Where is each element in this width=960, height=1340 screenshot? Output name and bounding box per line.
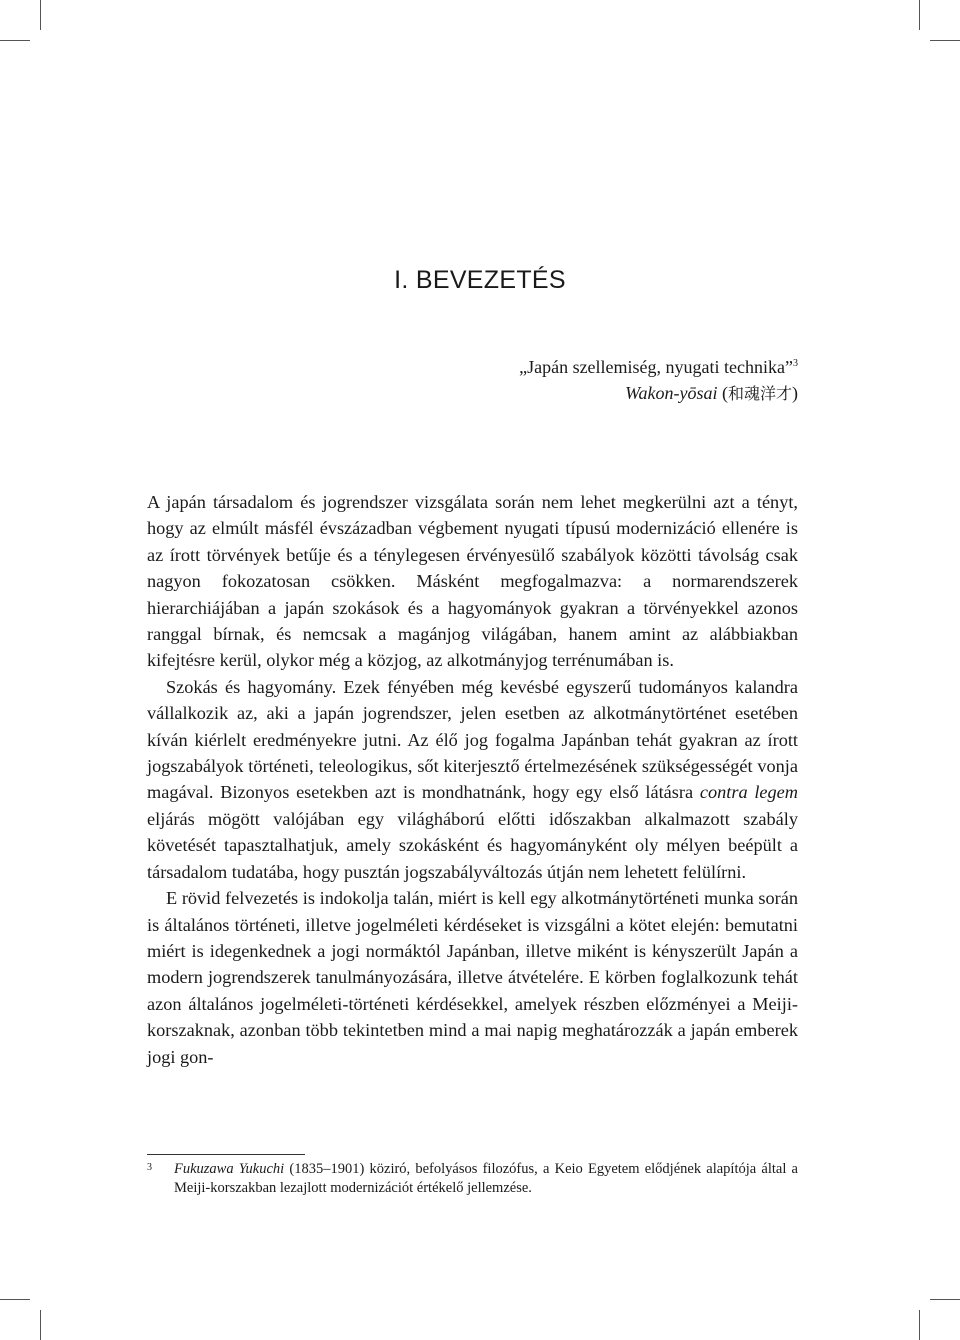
crop-mark-bottom-left <box>40 1310 41 1340</box>
paragraph-2-text-after: eljárás mögött valójában egy világháború előtti időszakban alkalmazott szabály követését tapasztalhatjuk, amely szokásként és hagyományként oly mélyen beépült a társadalom tudatába, hogy pusztán jogszabályváltozás útján nem lehetett felülírni. <box>147 808 798 882</box>
motto-line-2 <box>519 380 798 407</box>
crop-mark-bottom-right <box>919 1310 920 1340</box>
crop-mark-top-right-h <box>930 40 960 41</box>
motto-quote: „Japán szellemiség, nyugati technika” <box>519 357 793 377</box>
motto-footnote-ref[interactable]: 3 <box>793 358 798 369</box>
crop-mark-top-left-h <box>0 40 30 41</box>
paragraph-1-text: A japán társadalom és jogrendszer vizsgálata során nem lehet megkerülni azt a tényt, hogy az elmúlt másfél évszázadban végbement nyugati típusú modernizáció ellenére is az írott törvények betűje és a ténylegesen érvényesülő szabályok közötti távolság csak nagyon fokozatosan csökken. Másként megfogalmazva: a normarendszerek hierarchiájában a japán szokások és a hagyományok gyakran a törvényekkel azonos ranggal bírnak, és nemcsak a magánjog világában, hanem amint az alábbiakban kifejtésre kerül, olykor még a közjog, az alkotmányjog terrénumában is. <box>147 492 798 671</box>
paragraph-1 <box>147 489 798 674</box>
crop-mark-top-right <box>919 0 920 30</box>
paragraph-2-text: Szokás és hagyomány. Ezek fényében még kevésbé egyszerű tudományos kalandra vállalkozik az, aki a japán jogrendszer, jelen esetben az alkotmánytörténet esetében kíván kiérlelt eredményekre jutni. Az élő jog fogalma Japánban tehát gyakran az írott jogszabályok történeti, teleologikus, sőt kiterjesztő értelmezésének szükségességét vonja magával. Bizonyos esetekben azt is mondhatnánk, hogy egy első látásra <box>147 676 798 803</box>
paragraph-2-italic: contra legem <box>699 782 798 803</box>
motto-paren-close: ) <box>792 383 798 403</box>
motto-kanji: 和魂洋才 <box>727 384 792 403</box>
crop-mark-bottom-right-h <box>930 1299 960 1300</box>
footnote-body <box>174 1160 798 1198</box>
footnote-divider <box>147 1154 305 1155</box>
motto <box>519 354 798 407</box>
crop-mark-bottom-left-h <box>0 1299 30 1300</box>
chapter-title: I. BEVEZETÉS <box>394 266 566 294</box>
motto-line-1 <box>519 354 798 380</box>
body-text <box>147 489 798 1070</box>
crop-mark-top-left <box>40 0 41 30</box>
motto-paren-open: ( <box>717 383 728 403</box>
footnote-name: Fukuzawa Yukuchi <box>174 1161 285 1177</box>
paragraph-2 <box>147 674 798 885</box>
footnote-number: 3 <box>147 1162 152 1173</box>
footnote-text: (1835–1901) köziró, befolyásos filozófus, a Keio Egyetem elődjének alapítója által a Meiji-korszakban lezajlott modernizációt értékelő jellemzése. <box>174 1161 798 1196</box>
paragraph-3-text: E rövid felvezetés is indokolja talán, miért is kell egy alkotmánytörténeti munka során is általános történeti, illetve jogelméleti kérdéseket is vizsgálni a kötet elején: bemutatni miért is idegenkednek a jogi normáktól Japánban, illetve miként is kényszerült Japán a modern jogrendszerek tanulmányozására, illetve átvételére. E körben foglalkozunk tehát azon általános jogelméleti-történeti kérdésekkel, amelyek részben előzményei a Meiji-korszaknak, azonban több tekintetben mind a mai napig meghatározzák a japán emberek jogi gon- <box>147 888 798 1067</box>
motto-transliteration: Wakon-yōsai <box>625 383 718 403</box>
footnote <box>147 1160 798 1198</box>
paragraph-3 <box>147 885 798 1070</box>
